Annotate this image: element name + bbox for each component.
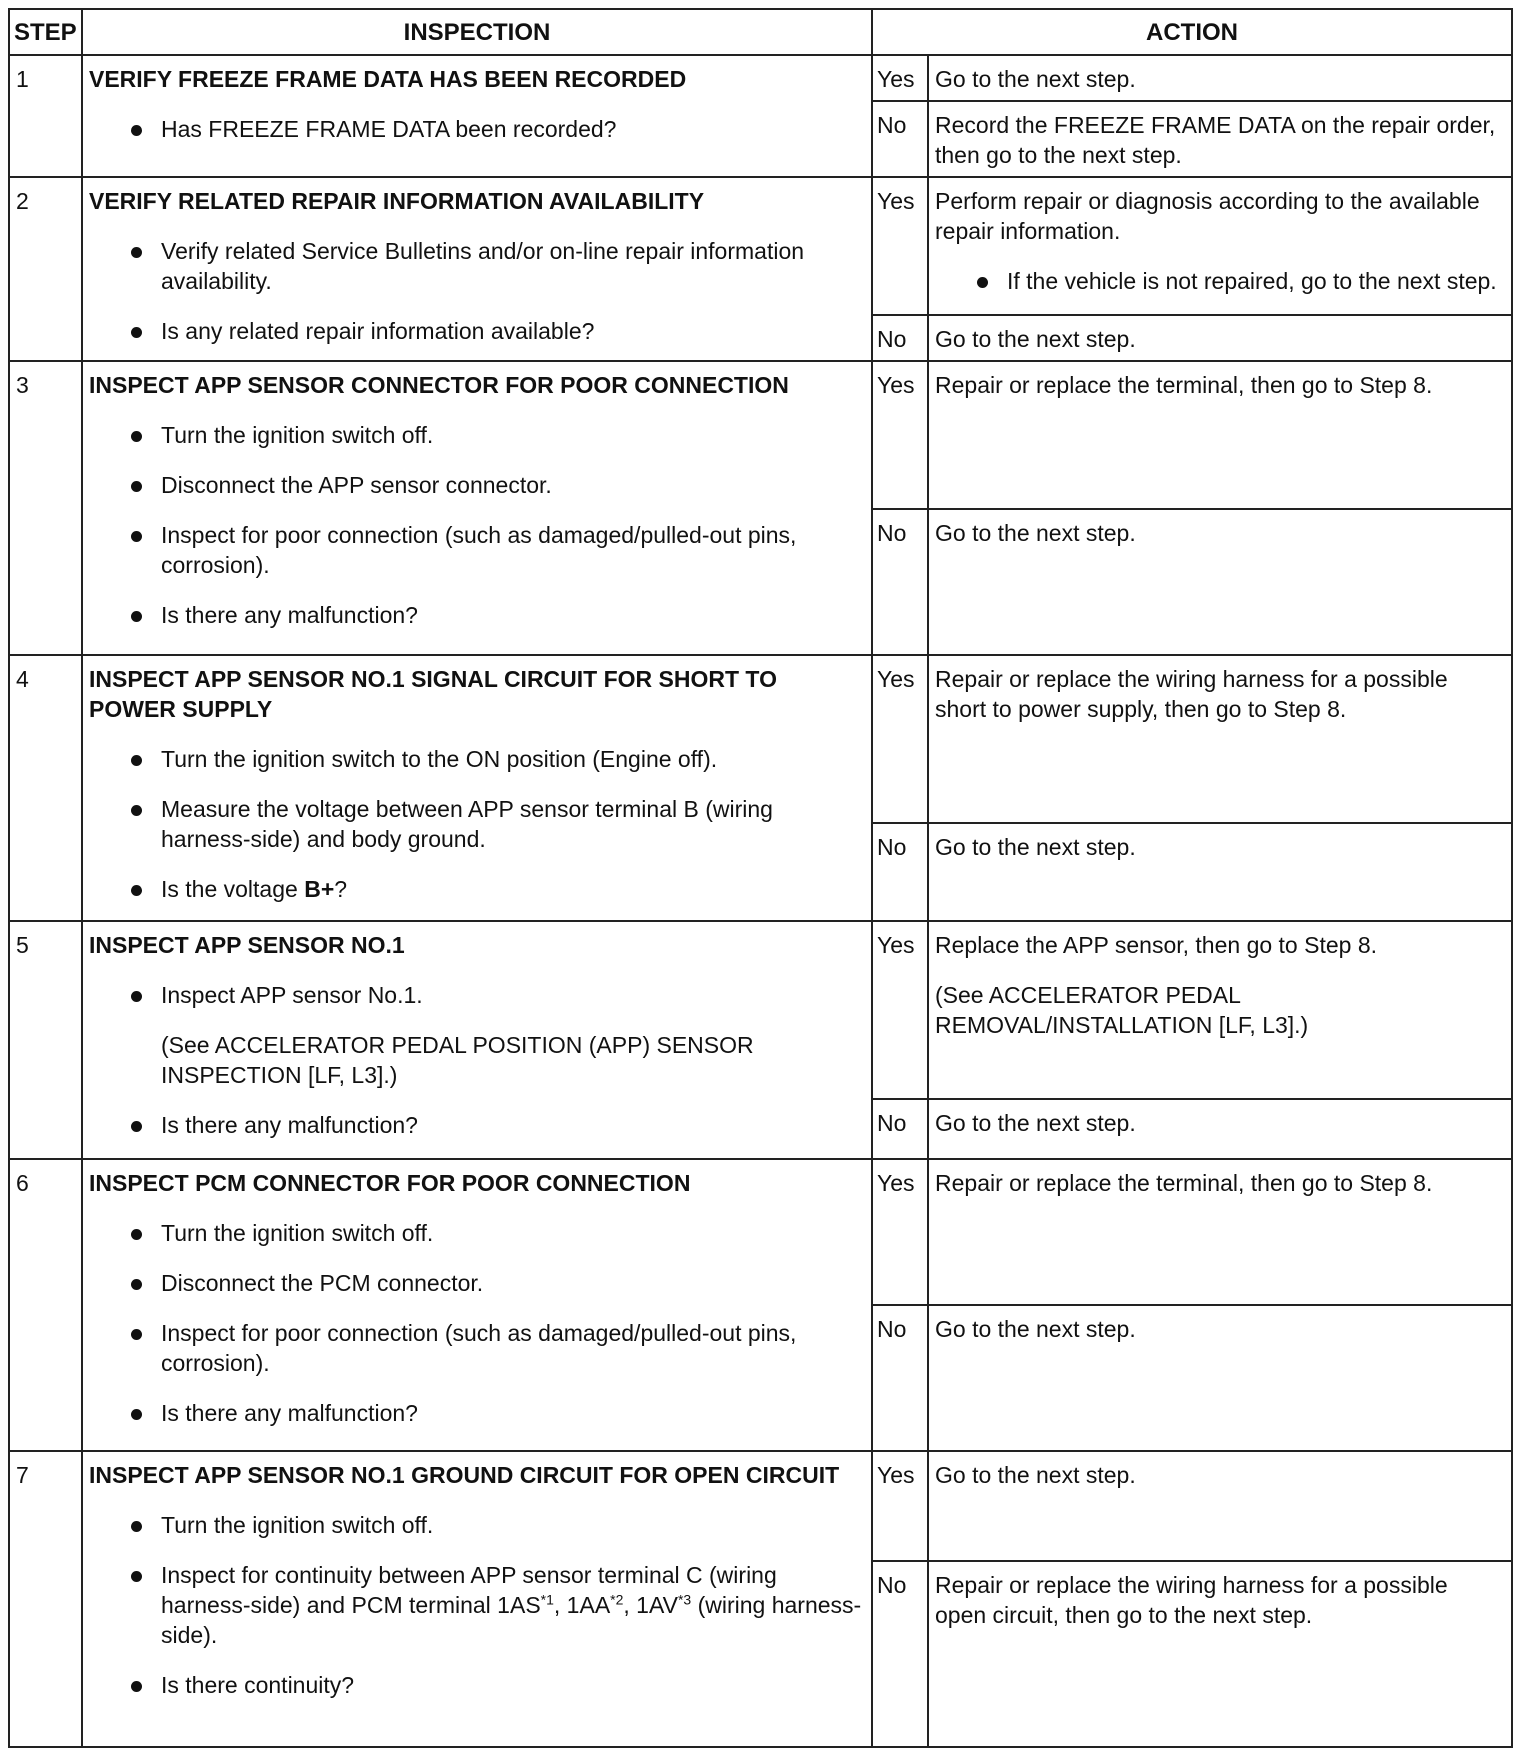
inspection-bullet: Is there any malfunction? [89, 1110, 865, 1140]
step-number: 5 [9, 921, 82, 1159]
inspection-bullet: Is there continuity? [89, 1670, 865, 1700]
yes-action: Go to the next step. [928, 1451, 1512, 1561]
bullet-text: ? [334, 876, 348, 902]
inspection-cell [82, 1451, 872, 1747]
no-label: No [872, 315, 928, 361]
header-action: ACTION [872, 9, 1512, 55]
inspection-bullet: Has FREEZE FRAME DATA been recorded? [89, 114, 865, 144]
footnote-marker: *3 [677, 1591, 692, 1608]
yes-action: Repair or replace the wiring harness for a possible short to power supply, then go to Step 8. [928, 655, 1512, 823]
inspection-cell [82, 655, 872, 921]
yes-action-cell [928, 921, 1512, 1099]
no-label: No [872, 1099, 928, 1159]
inspection-cell [82, 1159, 872, 1451]
no-label: No [872, 101, 928, 177]
bullet-text: , 1AA [553, 1592, 611, 1618]
inspection-cell [82, 361, 872, 655]
step-number: 4 [9, 655, 82, 921]
no-action: Go to the next step. [928, 1099, 1512, 1159]
no-action: Go to the next step. [928, 823, 1512, 921]
inspection-bullet: Inspect for poor connection (such as damaged/pulled-out pins, corrosion). [89, 520, 865, 580]
step-title: INSPECT APP SENSOR NO.1 GROUND CIRCUIT FOR OPEN CIRCUIT [89, 1462, 840, 1488]
yes-label: Yes [872, 655, 928, 823]
step-title: INSPECT APP SENSOR NO.1 SIGNAL CIRCUIT FOR SHORT TO POWER SUPPLY [89, 666, 777, 722]
yes-action: Perform repair or diagnosis according to the available repair information. [935, 188, 1480, 244]
inspection-bullet: Turn the ignition switch off. [89, 1218, 865, 1248]
yes-action: Replace the APP sensor, then go to Step 8. [935, 932, 1377, 958]
bullet-text: Inspect for continuity between APP sensor terminal C (wiring harness-side) and PCM terminal 1AS [161, 1562, 777, 1618]
table-row [9, 1451, 1512, 1561]
no-action: Go to the next step. [928, 509, 1512, 655]
yes-label: Yes [872, 55, 928, 101]
inspection-cell [82, 55, 872, 177]
no-action: Repair or replace the wiring harness for a possible open circuit, then go to the next step. [928, 1561, 1512, 1747]
step-title: INSPECT PCM CONNECTOR FOR POOR CONNECTION [89, 1170, 691, 1196]
inspection-bullet: Is there any malfunction? [89, 1398, 865, 1428]
no-label: No [872, 509, 928, 655]
reference-note: (See ACCELERATOR PEDAL POSITION (APP) SENSOR INSPECTION [LF, L3].) [161, 1032, 754, 1088]
yes-action: Go to the next step. [928, 55, 1512, 101]
step-number: 3 [9, 361, 82, 655]
voltage-value: B+ [304, 876, 335, 902]
table-row [9, 655, 1512, 823]
table-row [9, 921, 1512, 1099]
step-number: 2 [9, 177, 82, 361]
diagnostic-procedure-table [8, 8, 1513, 1748]
inspection-cell [82, 921, 872, 1159]
no-label: No [872, 1561, 928, 1747]
no-action: Go to the next step. [928, 315, 1512, 361]
table-row [9, 177, 1512, 315]
inspection-bullet: Disconnect the APP sensor connector. [89, 470, 865, 500]
step-number: 1 [9, 55, 82, 177]
table-header-row [9, 9, 1512, 55]
table-row [9, 1159, 1512, 1305]
inspection-bullet: Disconnect the PCM connector. [89, 1268, 865, 1298]
yes-label: Yes [872, 177, 928, 315]
bullet-text: (wiring harness-side). [161, 1592, 862, 1648]
footnote-marker: *2 [610, 1591, 624, 1608]
step-title: VERIFY RELATED REPAIR INFORMATION AVAILABILITY [89, 188, 705, 214]
no-label: No [872, 1305, 928, 1451]
header-inspection: INSPECTION [82, 9, 872, 55]
inspection-bullet [89, 1560, 865, 1650]
inspection-bullet: Inspect for poor connection (such as damaged/pulled-out pins, corrosion). [89, 1318, 865, 1378]
no-action: Record the FREEZE FRAME DATA on the repair order, then go to the next step. [928, 101, 1512, 177]
step-number: 6 [9, 1159, 82, 1451]
inspection-bullet: Verify related Service Bulletins and/or on-line repair information availability. [89, 236, 865, 296]
table-row [9, 55, 1512, 101]
yes-label: Yes [872, 361, 928, 509]
yes-label: Yes [872, 921, 928, 1099]
inspection-bullet: Is there any malfunction? [89, 600, 865, 630]
inspection-bullet: Turn the ignition switch to the ON position (Engine off). [89, 744, 865, 774]
action-bullet: If the vehicle is not repaired, go to the next step. [935, 266, 1505, 296]
inspection-bullet: Inspect APP sensor No.1. [89, 980, 865, 1010]
inspection-bullet: Measure the voltage between APP sensor terminal B (wiring harness-side) and body ground. [89, 794, 865, 854]
step-title: INSPECT APP SENSOR CONNECTOR FOR POOR CONNECTION [89, 372, 789, 398]
no-action: Go to the next step. [928, 1305, 1512, 1451]
yes-action: Repair or replace the terminal, then go to Step 8. [928, 1159, 1512, 1305]
inspection-bullet [89, 874, 865, 904]
yes-action-cell [928, 177, 1512, 315]
bullet-text: Is the voltage [161, 876, 305, 902]
bullet-text: , 1AV [623, 1592, 678, 1618]
step-title: INSPECT APP SENSOR NO.1 [89, 932, 405, 958]
header-step: STEP [9, 9, 82, 55]
yes-label: Yes [872, 1451, 928, 1561]
step-title: VERIFY FREEZE FRAME DATA HAS BEEN RECORDED [89, 66, 687, 92]
inspection-cell [82, 177, 872, 361]
reference-note: (See ACCELERATOR PEDAL REMOVAL/INSTALLATION [LF, L3].) [935, 982, 1309, 1038]
table-row [9, 361, 1512, 509]
footnote-marker: *1 [540, 1591, 554, 1608]
inspection-bullet: Turn the ignition switch off. [89, 1510, 865, 1540]
yes-label: Yes [872, 1159, 928, 1305]
inspection-bullet: Turn the ignition switch off. [89, 420, 865, 450]
no-label: No [872, 823, 928, 921]
yes-action: Repair or replace the terminal, then go to Step 8. [928, 361, 1512, 509]
inspection-bullet: Is any related repair information available? [89, 316, 865, 346]
step-number: 7 [9, 1451, 82, 1747]
